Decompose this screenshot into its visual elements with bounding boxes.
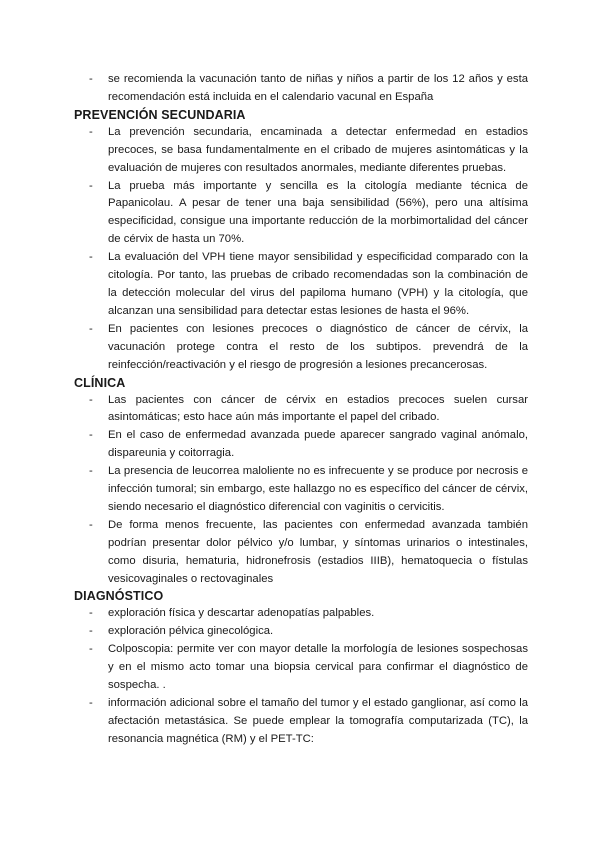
bullet-dash: -: [89, 179, 93, 192]
list-item: [74, 517, 528, 589]
list-item: [74, 392, 528, 428]
bullet-dash: -: [89, 322, 93, 335]
bullet-list: [74, 605, 528, 748]
list-item-text: exploración pélvica ginecológica.: [108, 625, 274, 638]
list-item-text: se recomienda la vacunación tanto de niñas y niños a partir de los 12 años y esta recomendación está incluida en el calendario vacunal en España: [108, 73, 528, 103]
section-prevencion-secundaria: [74, 107, 528, 375]
bullet-dash: -: [89, 393, 93, 406]
list-item-text: información adicional sobre el tamaño del tumor y el estado ganglionar, así como la afectación metastásica. Se puede emplear la tomografía computarizada (TC), la resonancia magnética (RM) y el PET-TC:: [108, 697, 528, 745]
section-clinica: [74, 375, 528, 589]
list-item: [74, 695, 528, 749]
bullet-dash: -: [89, 697, 93, 709]
list-item-text: exploración física y descartar adenopatías palpables.: [108, 607, 375, 620]
list-item-text: Las pacientes con cáncer de cérvix en estadios precoces suelen cursar asintomáticas; esto hace aún más importante el papel del cribado.: [108, 393, 528, 424]
list-item-text: De forma menos frecuente, las pacientes con enfermedad avanzada también podrían presentar dolor pélvico y/o lumbar, y síntomas urinarios o intestinales, como disuria, hematuria, hidronefrosis (estadios IIIB), hematoquecia o fístulas vesicovaginales o rectovaginales: [108, 518, 528, 585]
list-item: [74, 71, 528, 107]
section-heading: CLÍNICA: [74, 375, 126, 390]
section-diagnostico: [74, 588, 528, 748]
bullet-dash: -: [89, 625, 93, 638]
list-item-text: En el caso de enfermedad avanzada puede aparecer sangrado vaginal anómalo, dispareunia y coitorragia.: [108, 429, 528, 460]
bullet-list: [74, 392, 528, 589]
bullet-dash: -: [89, 643, 93, 656]
bullet-list: [74, 124, 528, 375]
section-heading: DIAGNÓSTICO: [74, 589, 164, 604]
list-item: [74, 605, 528, 623]
list-item: [74, 321, 528, 375]
bullet-dash: -: [89, 607, 93, 620]
bullet-list: [74, 71, 528, 107]
list-item-text: En pacientes con lesiones precoces o diagnóstico de cáncer de cérvix, la vacunación protege contra el resto de los subtipos. prevendrá de la reinfección/reactivación y el riesgo de progresión a lesiones precancerosas.: [108, 322, 528, 371]
list-item: [74, 427, 528, 463]
bullet-dash: -: [89, 518, 93, 531]
list-item: [74, 463, 528, 517]
list-item-text: La prueba más importante y sencilla es la citología mediante técnica de Papanicolau. A pesar de tener una baja sensibilidad (56%), pero una altísima especificidad, consigue una importante reducción de la morbimortalidad del cáncer de cérvix de hasta un 70%.: [108, 179, 528, 246]
list-item-text: La evaluación del VPH tiene mayor sensibilidad y especificidad comparado con la citología. Por tanto, las pruebas de cribado recomendadas son la combinación de la detección molecular del virus del papiloma humano (VPH) y la citología, que alcanzan una sensibilidad para detectar estas lesiones de hasta el 96%.: [108, 251, 528, 317]
section-prevencion-primaria-continuation: [74, 71, 528, 107]
list-item: [74, 124, 528, 178]
document-content: [74, 71, 528, 749]
list-item: [74, 641, 528, 695]
bullet-dash: -: [89, 429, 93, 442]
bullet-dash: -: [89, 73, 93, 85]
section-heading: PREVENCIÓN SECUNDARIA: [74, 107, 246, 122]
list-item-text: La presencia de leucorrea maloliente no es infrecuente y se produce por necrosis e infección tumoral; sin embargo, este hallazgo no es específico del cáncer de cérvix, siendo necesario el diagnóstico diferencial con vaginitis o cervicitis.: [108, 465, 528, 513]
bullet-dash: -: [89, 251, 93, 264]
list-item: [74, 249, 528, 321]
list-item-text: La prevención secundaria, encaminada a detectar enfermedad en estadios precoces, se basa fundamentalmente en el cribado de mujeres asintomáticas y la evaluación de mujeres con resultados anormales, mediante diferentes pruebas.: [108, 125, 528, 174]
list-item: [74, 623, 528, 641]
bullet-dash: -: [89, 125, 93, 138]
list-item: [74, 178, 528, 250]
list-item-text: Colposcopia: permite ver con mayor detalle la morfología de lesiones sospechosas y en el mismo acto tomar una biopsia cervical para confirmar el diagnóstico de sospecha. .: [108, 643, 528, 692]
bullet-dash: -: [89, 465, 93, 478]
